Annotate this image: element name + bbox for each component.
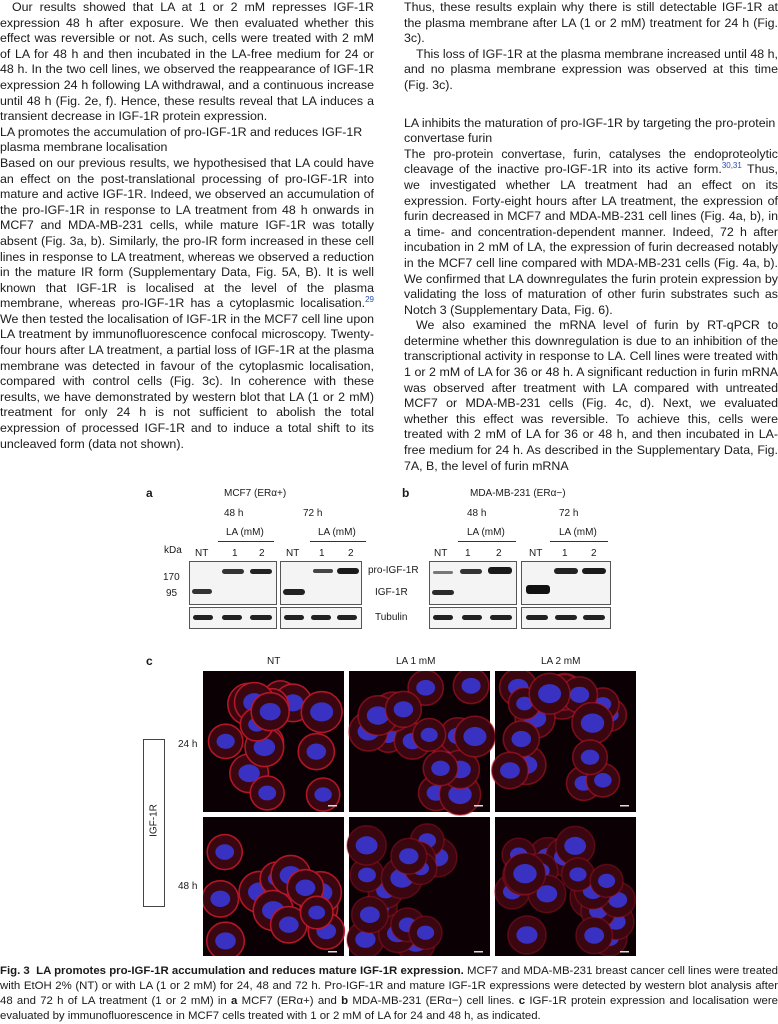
paragraph: This loss of IGF-1R at the plasma membrane increased until 48 h, and no plasma membrane expression was observed at this time (Fig. 3c). bbox=[404, 46, 778, 92]
micrograph bbox=[495, 817, 636, 956]
treatment-label: LA (mM) bbox=[559, 527, 597, 538]
figure-caption bbox=[0, 964, 778, 1024]
blot-igf1r bbox=[189, 561, 277, 605]
column-label: NT bbox=[267, 656, 281, 667]
kda-label: kDa bbox=[164, 545, 182, 556]
micrograph bbox=[203, 671, 344, 812]
paragraph: Our results showed that LA at 1 or 2 mM represses IGF-1R expression 48 h after exposure. We then evaluated whether this effect was reversible or not. As such, cells were treated with 2 mM of LA for 48 h and then incubated in the LA-free medium for 24 or 48 h. In the two cell lines, we observed the reappearance of IGF-1R expression 24 h following LA withdrawal, and a continuous increase until 48 h (Fig. 2e, f). Hence, these results reveal that LA induces a transient decrease in IGF-1R protein expression. bbox=[0, 0, 374, 124]
treatment-label: LA (mM) bbox=[318, 527, 356, 538]
stain-label-box bbox=[143, 739, 165, 907]
band bbox=[554, 568, 578, 574]
band bbox=[337, 568, 359, 574]
caption-panel-ref: a bbox=[231, 995, 238, 1007]
treatment-label: LA (mM) bbox=[467, 527, 505, 538]
band bbox=[582, 568, 606, 574]
paragraph: Thus, these results explain why there is still detectable IGF-1R at the plasma membrane after LA (1 or 2 mM) treatment for 24 h (Fig. 3c). bbox=[404, 0, 778, 46]
band bbox=[284, 615, 304, 620]
time-label: 48 h bbox=[467, 508, 487, 519]
paragraph: We also examined the mRNA level of furin by RT-qPCR to determine whether this downregulation is due to an inhibition of the transcriptional activity in response to LA. Cell lines were treated with 1 or 2 mM of LA for 36 or 48 h. A significant reduction in furin mRNA was observed after treatment with LA compared with untreated MCF7 or MDA-MB-231 cells (Fig. 4c, d). Next, we evaluated whether this effect was reversible. To achieve this, cells were treated with 2 mM of LA for 36 or 48 h, and then incubated in LA-free medium for 24 h. As described in the Supplementary Data, Fig. 7A, B, the level of furin mRNA bbox=[404, 318, 778, 473]
band bbox=[222, 569, 244, 574]
bracket-line bbox=[458, 541, 516, 542]
blot-igf1r bbox=[280, 561, 362, 605]
caption-label: Fig. 3 bbox=[0, 965, 30, 977]
lane-label: 1 bbox=[562, 548, 568, 559]
treatment-label: LA (mM) bbox=[226, 527, 264, 538]
band bbox=[432, 590, 454, 595]
mw-marker: 95 bbox=[166, 588, 178, 599]
band bbox=[192, 589, 212, 594]
band bbox=[250, 615, 272, 620]
blot-igf1r bbox=[429, 561, 517, 605]
section-heading: LA inhibits the maturation of pro-IGF-1R by targeting the pro-protein convertase furin bbox=[404, 115, 776, 146]
bracket-line bbox=[550, 541, 608, 542]
lane-label: 1 bbox=[465, 548, 471, 559]
immunofluorescence-grid bbox=[203, 671, 637, 956]
lane-label: 2 bbox=[591, 548, 597, 559]
micrograph bbox=[492, 671, 636, 812]
row-label: 48 h bbox=[178, 881, 198, 892]
section-heading: LA promotes the accumulation of pro-IGF-1R and reduces IGF-1R plasma membrane localisation bbox=[0, 124, 363, 155]
panel-c-letter: c bbox=[146, 654, 153, 668]
citation-link[interactable]: 29 bbox=[365, 295, 374, 305]
paragraph-text: The pro-protein convertase, furin, catalyses the endoproteolytic cleavage of the inactive pro-IGF-1R into its active form. bbox=[404, 146, 778, 177]
lane-label: NT bbox=[434, 548, 448, 559]
paragraph-text: Thus, we investigated whether LA treatment had an effect on its expression. Forty-eight hours after LA treatment, the expression of furin decreased in MCF7 and MDA-MB-231 cell lines (Fig. 4a, b), in a time- and concentration-dependent manner. Indeed, 72 h after incubation in 2 mM of LA, the expression of furin decreased notably in the MCF7 cell line compared with MDA-MB-231 cells (Fig. 4a, b). We confirmed that LA downregulates the furin protein expression by validating the loss of maturation of other furin substrates such as Notch 3 (Supplementary Data, Fig. 6). bbox=[404, 162, 778, 317]
stain-label: IGF-1R bbox=[148, 804, 160, 837]
band bbox=[555, 615, 577, 620]
time-label: 72 h bbox=[559, 508, 579, 519]
blot-tubulin bbox=[429, 607, 517, 629]
band bbox=[337, 615, 357, 620]
bracket-line bbox=[310, 541, 366, 542]
caption-title: LA promotes pro-IGF-1R accumulation and reduces mature IGF-1R expression. bbox=[36, 965, 464, 977]
caption-text: MDA-MB-231 (ERα−) cell lines. bbox=[348, 995, 519, 1007]
blot-tubulin bbox=[189, 607, 277, 629]
bracket-line bbox=[218, 541, 274, 542]
band bbox=[526, 615, 548, 620]
band bbox=[583, 615, 605, 620]
caption-text: MCF7 and MDA-MB-231 breast cancer cell lines were treated with EtOH 2% (NT) or with LA (1 or 2 mM) for 24, 48 and 72 h. Pro-IGF-1R and mature IGF-1R expressions were detected by western blot analysis after 48 and 72 h of LA treatment (1 or 2 mM) in bbox=[0, 965, 778, 1007]
blot-tubulin bbox=[280, 607, 362, 629]
time-label: 72 h bbox=[303, 508, 323, 519]
lane-label: NT bbox=[529, 548, 543, 559]
band bbox=[462, 615, 482, 620]
band bbox=[193, 615, 213, 620]
band-label: Tubulin bbox=[375, 612, 408, 623]
citation-link[interactable]: 30,31 bbox=[721, 161, 742, 171]
blot-tubulin bbox=[521, 607, 611, 629]
band bbox=[250, 569, 272, 574]
band bbox=[433, 571, 453, 574]
micrograph bbox=[349, 671, 495, 815]
band-label: pro-IGF-1R bbox=[368, 565, 419, 576]
band bbox=[526, 585, 550, 594]
panel-a-letter: a bbox=[146, 486, 153, 500]
caption-panel-ref: b bbox=[341, 995, 349, 1007]
mw-marker: 170 bbox=[163, 572, 180, 583]
panel-b-title: MDA-MB-231 (ERα−) bbox=[470, 488, 566, 499]
column-label: LA 1 mM bbox=[396, 656, 436, 667]
row-label: 24 h bbox=[178, 739, 198, 750]
lane-label: NT bbox=[286, 548, 300, 559]
band bbox=[222, 615, 242, 620]
lane-label: 2 bbox=[496, 548, 502, 559]
micrograph bbox=[347, 817, 490, 956]
band bbox=[311, 615, 331, 620]
band bbox=[313, 569, 333, 573]
micrograph bbox=[203, 817, 344, 956]
lane-label: NT bbox=[195, 548, 209, 559]
caption-text: MCF7 (ERα+) and bbox=[237, 995, 342, 1007]
caption-panel-ref: c bbox=[518, 995, 526, 1007]
lane-label: 1 bbox=[232, 548, 238, 559]
lane-label: 2 bbox=[348, 548, 354, 559]
band bbox=[283, 589, 305, 595]
band bbox=[433, 615, 453, 620]
paragraph-text: Based on our previous results, we hypothesised that LA could have an effect on the post-translational processing of pro-IGF-1R into mature and active IGF-1R. Indeed, we observed an accumulation of the pro-IGF-1R in response to LA treatment from 48 h onwards in MCF7 and MDA-MB-231 cells, while mature IGF-1R was totally absent (Fig. 3a, b). Similarly, the pro-IR form increased in these cell lines in response to LA treatment, whereas we observed a reduction in the mature IR form (Supplementary Data, Fig. 5A, B). It is well known that IGF-1R is localised at the level of the plasma membrane, whereas pro-IGF-1R has a cytoplasmic localisation. bbox=[0, 155, 374, 311]
paragraph-text: We then tested the localisation of IGF-1R in the MCF7 cell line upon LA treatment by immunofluorescence confocal microscopy. Twenty-four hours after LA treatment, a partial loss of IGF-1R at the plasma membrane was detected in favour of the cytoplasmic localisation, compared with control cells (Fig. 3c). In coherence with these results, we have demonstrated by western blot that LA (1 or 2 mM) treatment for only 24 h is not sufficient to abolish the total expression of processed IGF-1R and to induce a total shift to its uncleaved form (data not shown). bbox=[0, 311, 374, 451]
band bbox=[490, 615, 512, 620]
panel-a-title: MCF7 (ERα+) bbox=[224, 488, 287, 499]
band bbox=[460, 569, 482, 574]
panel-b-letter: b bbox=[402, 486, 410, 500]
band-label: IGF-1R bbox=[375, 587, 408, 598]
caption-text: IGF-1R protein expression and localisation were evaluated by immunofluorescence in MCF7 cells treated with 1 or 2 mM of LA for 24 and 48 h, as indicated. bbox=[0, 995, 778, 1022]
lane-label: 1 bbox=[319, 548, 325, 559]
column-label: LA 2 mM bbox=[541, 656, 581, 667]
lane-label: 2 bbox=[259, 548, 265, 559]
band bbox=[488, 567, 512, 574]
time-label: 48 h bbox=[224, 508, 244, 519]
blot-igf1r bbox=[521, 561, 611, 605]
